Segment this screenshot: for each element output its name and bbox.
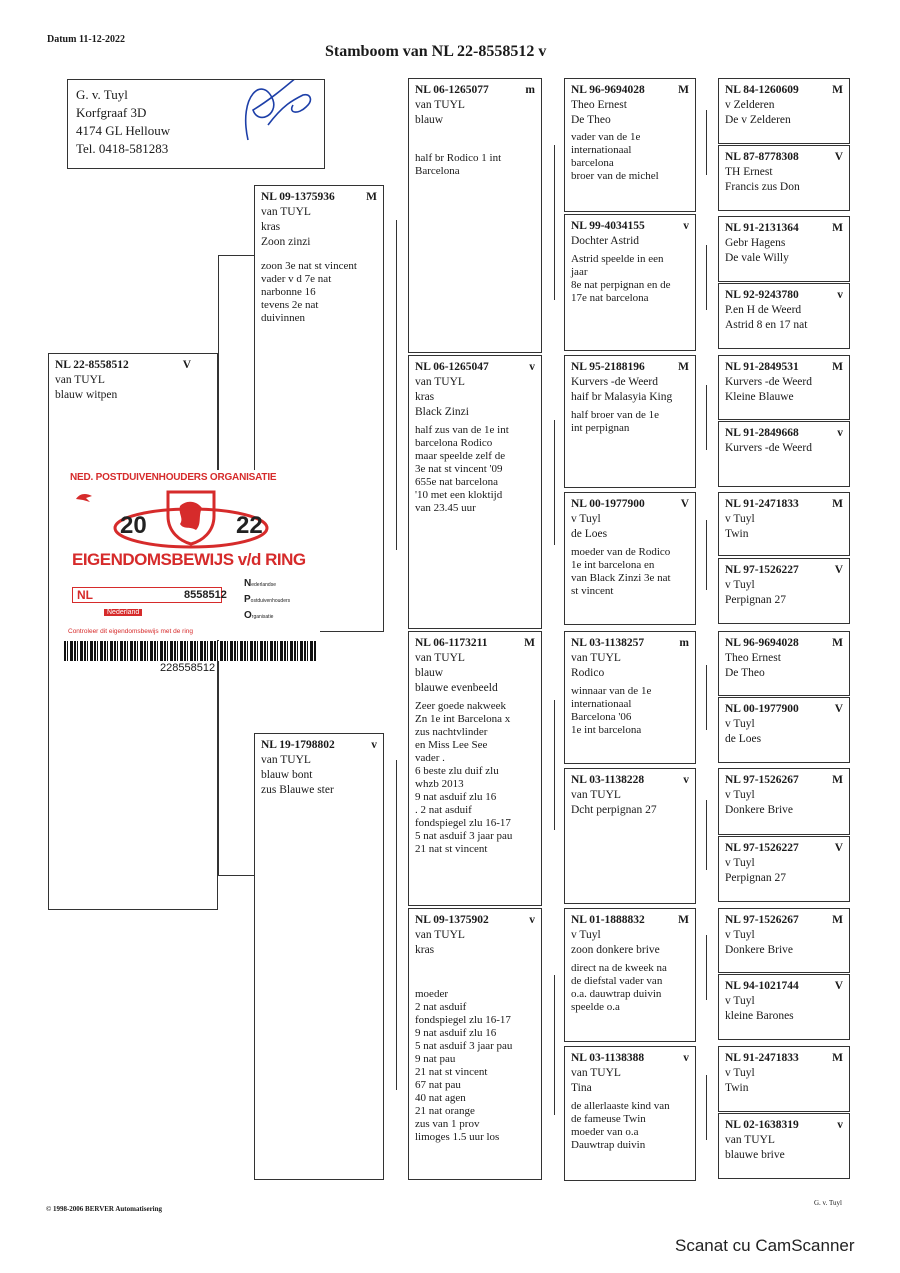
sex-badge: V <box>834 842 843 854</box>
ring-number: NL 97-1526227 <box>725 564 799 576</box>
note-line: jaar <box>571 266 588 278</box>
owner-phone: Tel. 0418-581283 <box>76 141 169 156</box>
pigeon-card-gen3 <box>408 355 542 629</box>
note-line: 21 nat orange <box>415 1105 475 1117</box>
pigeon-line: de Loes <box>571 528 608 540</box>
ring-number: NL 01-1888832 <box>571 914 645 926</box>
sex-badge: M <box>366 191 377 203</box>
sex-badge: V <box>680 498 689 510</box>
note-line: 9 nat pau <box>415 1053 456 1065</box>
pigeon-line: blauw <box>415 114 444 126</box>
note-line: internationaal <box>571 144 632 156</box>
scanner-watermark: Scanat cu CamScanner <box>675 1236 855 1255</box>
ring-number: NL 84-1260609 <box>725 84 799 96</box>
connector <box>706 800 707 870</box>
note-line: moeder van de Rodico <box>571 546 671 558</box>
note-line: half zus van de 1e int <box>415 424 509 436</box>
pigeon-line: v Tuyl <box>725 513 755 525</box>
pigeon-line: v Tuyl <box>725 857 755 869</box>
ring-year-right: 22 <box>236 512 263 539</box>
note-line: half br Rodico 1 int <box>415 152 502 164</box>
owner-box <box>67 79 325 169</box>
connector <box>396 760 397 1090</box>
connector <box>706 110 707 175</box>
note-line: direct na de kweek na <box>571 962 667 974</box>
ring-number: NL 09-1375902 <box>415 914 489 926</box>
note-line: o.a. dauwtrap duivin <box>571 988 662 1000</box>
barcode <box>64 641 316 661</box>
note-line: winnaar van de 1e <box>571 685 652 697</box>
sex-badge: M <box>832 361 843 373</box>
sex-badge: M <box>832 774 843 786</box>
note-line: 40 nat agen <box>415 1092 466 1104</box>
sex-badge: v <box>529 361 535 373</box>
pigeon-line: van TUYL <box>571 652 621 664</box>
pigeon-line: Theo Ernest <box>725 652 781 664</box>
pigeon-line: zus Blauwe ster <box>261 784 334 796</box>
note-line: 1e int barcelona <box>571 724 642 736</box>
pigeon-line: v Zelderen <box>725 99 775 111</box>
note-line: 6 beste zlu duif zlu <box>415 765 499 777</box>
pigeon-card-gen4 <box>564 1046 696 1181</box>
pigeon-line: zoon donkere brive <box>571 944 660 956</box>
note-line: zoon 3e nat st vincent <box>261 260 357 272</box>
pigeon-line: van TUYL <box>571 789 621 801</box>
pigeon-line: De vale Willy <box>725 252 789 264</box>
pigeon-card-gen4 <box>564 214 696 351</box>
ring-number: NL 02-1638319 <box>725 1119 799 1131</box>
pigeon-line: blauw witpen <box>55 389 118 401</box>
page-title: Stamboom van NL 22-8558512 v <box>325 43 547 60</box>
pigeon-line: Dochter Astrid <box>571 235 640 247</box>
ring-nl-field: NL <box>72 587 222 603</box>
connector <box>706 665 707 730</box>
pigeon-card-gen5 <box>718 421 850 487</box>
signature-icon <box>218 79 325 165</box>
pigeon-line: Theo Ernest <box>571 99 627 111</box>
ring-number: NL 19-1798802 <box>261 739 335 751</box>
note-line: vader van de 1e <box>571 131 641 143</box>
note-line: zus nachtvlinder <box>415 726 488 738</box>
pigeon-card-gen5 <box>718 697 850 763</box>
sex-badge: M <box>678 84 689 96</box>
pigeon-line: Black Zinzi <box>415 406 469 418</box>
note-line: duivinnen <box>261 312 305 324</box>
note-line: tevens 2e nat <box>261 299 319 311</box>
connector <box>218 255 254 256</box>
pigeon-line: v Tuyl <box>725 929 755 941</box>
note-line: Zn 1e int Barcelona x <box>415 713 511 725</box>
note-line: en Miss Lee See <box>415 739 488 751</box>
date-label: Datum 11-12-2022 <box>47 34 126 45</box>
note-line: 9 nat asduif zlu 16 <box>415 791 497 803</box>
owner-city: 4174 GL Hellouw <box>76 123 171 138</box>
note-line: 655e nat barcelona <box>415 476 499 488</box>
pigeon-card-gen4 <box>564 768 696 904</box>
pigeon-icon <box>74 490 94 504</box>
connector <box>706 1075 707 1140</box>
ring-number: NL 96-9694028 <box>725 637 799 649</box>
ring-number: NL 91-2849668 <box>725 427 799 439</box>
pigeon-line: van TUYL <box>571 1067 621 1079</box>
sex-badge: v <box>529 914 535 926</box>
pigeon-line: van TUYL <box>261 206 311 218</box>
connector <box>706 520 707 590</box>
connector <box>706 245 707 310</box>
pigeon-line: Kurvers -de Weerd <box>725 442 812 454</box>
pigeon-line: Tina <box>571 1082 592 1094</box>
sex-badge: v <box>683 220 689 232</box>
pigeon-line: Perpignan 27 <box>725 594 787 606</box>
pigeon-card-gen5 <box>718 78 850 144</box>
pigeon-line: v Tuyl <box>725 1067 755 1079</box>
ring-letter-o: Organisatie <box>244 610 274 621</box>
pigeon-line: Kleine Blauwe <box>725 391 794 403</box>
pigeon-card-gen5 <box>718 908 850 973</box>
note-line: 5 nat asduif 3 jaar pau <box>415 830 513 842</box>
note-line: half broer van de 1e <box>571 409 659 421</box>
ring-number: NL 00-1977900 <box>725 703 799 715</box>
note-line: whzb 2013 <box>415 778 464 790</box>
pigeon-line: De Theo <box>725 667 765 679</box>
pigeon-line: Gebr Hagens <box>725 237 786 249</box>
ring-number: NL 06-1265077 <box>415 84 489 96</box>
note-line: vader . <box>415 752 445 764</box>
ring-number: NL 06-1265047 <box>415 361 489 373</box>
ring-number: NL 09-1375936 <box>261 191 335 203</box>
sex-badge: V <box>834 980 843 992</box>
sex-badge: M <box>832 222 843 234</box>
ring-country: Nederland <box>104 609 142 616</box>
pigeon-line: Twin <box>725 528 749 540</box>
pigeon-line: v Tuyl <box>725 579 755 591</box>
pigeon-line: Zoon zinzi <box>261 236 311 248</box>
note-line: 21 nat st vincent <box>415 1066 488 1078</box>
pigeon-line: kras <box>415 944 435 956</box>
ring-number: NL 91-2131364 <box>725 222 799 234</box>
note-line: moeder <box>415 988 448 1000</box>
pigeon-line: van TUYL <box>261 754 311 766</box>
pigeon-card-gen4 <box>564 492 696 625</box>
ring-number: NL 95-2188196 <box>571 361 645 373</box>
sex-badge: m <box>679 637 689 649</box>
note-line: barcelona <box>571 157 614 169</box>
sex-badge: M <box>832 914 843 926</box>
ring-number: NL 03-1138388 <box>571 1052 645 1064</box>
pigeon-card-gen5 <box>718 355 850 420</box>
ring-number: NL 92-9243780 <box>725 289 799 301</box>
sex-badge: V <box>834 703 843 715</box>
connector <box>218 875 254 876</box>
ring-letter-n: Nederlandse <box>244 578 276 589</box>
pigeon-line: van TUYL <box>55 374 105 386</box>
sex-badge: M <box>832 1052 843 1064</box>
note-line: 8e nat perpignan en de <box>571 279 671 291</box>
pigeon-card-gen3 <box>408 78 542 353</box>
ring-control-note: Controleer dit eigendomsbewijs met de ring <box>68 628 194 635</box>
note-line: int perpignan <box>571 422 630 434</box>
pigeon-card-gen5 <box>718 836 850 902</box>
pigeon-line: van TUYL <box>415 99 465 111</box>
note-line: 3e nat st vincent '09 <box>415 463 503 475</box>
sex-badge: V <box>834 564 843 576</box>
pigeon-line: de Loes <box>725 733 762 745</box>
ring-number: NL 87-8778308 <box>725 151 799 163</box>
pigeon-card-gen4 <box>564 355 696 488</box>
note-line: vader v d 7e nat <box>261 273 332 285</box>
pigeon-line: De Theo <box>571 114 611 126</box>
sex-badge: m <box>525 84 535 96</box>
note-line: van 23.45 uur <box>415 502 476 514</box>
pigeon-line: Dcht perpignan 27 <box>571 804 657 816</box>
note-line: 1e int barcelona en <box>571 559 655 571</box>
note-line: internationaal <box>571 698 632 710</box>
pigeon-card-gen4 <box>564 631 696 764</box>
connector <box>554 145 555 300</box>
sex-badge: V <box>834 151 843 163</box>
ring-number: NL 03-1138257 <box>571 637 645 649</box>
pigeon-line: P.en H de Weerd <box>725 304 802 316</box>
note-line: 5 nat asduif 3 jaar pau <box>415 1040 513 1052</box>
sex-badge: v <box>837 427 843 439</box>
pigeon-card-gen5 <box>718 492 850 556</box>
sex-badge: v <box>837 1119 843 1131</box>
note-line: Astrid speelde in een <box>571 253 664 265</box>
pigeon-line: van TUYL <box>415 929 465 941</box>
pigeon-line: Perpignan 27 <box>725 872 787 884</box>
ring-number: NL 94-1021744 <box>725 980 799 992</box>
connector <box>554 700 555 830</box>
note-line: limoges 1.5 uur los <box>415 1131 500 1143</box>
pigeon-line: Donkere Brive <box>725 944 794 956</box>
pigeon-card-gen5 <box>718 283 850 349</box>
sex-badge: v <box>683 774 689 786</box>
ring-number: NL 91-2849531 <box>725 361 799 373</box>
note-line: fondspiegel zlu 16-17 <box>415 1014 511 1026</box>
pigeon-line: van TUYL <box>415 376 465 388</box>
pigeon-card-gen5 <box>718 1113 850 1179</box>
sex-badge: M <box>832 637 843 649</box>
ring-certificate <box>64 470 320 640</box>
note-line: 2 nat asduif <box>415 1001 467 1013</box>
pigeon-card-gen3 <box>408 631 542 906</box>
pigeon-card-gen5 <box>718 768 850 835</box>
pigeon-card-gen2-dam <box>254 733 384 1180</box>
note-line: 17e nat barcelona <box>571 292 649 304</box>
ring-number: NL 97-1526227 <box>725 842 799 854</box>
note-line: 21 nat st vincent <box>415 843 488 855</box>
sex-badge: M <box>832 84 843 96</box>
sex-badge: v <box>371 739 377 751</box>
pigeon-line: TH Ernest <box>725 166 773 178</box>
pigeon-line: De v Zelderen <box>725 114 791 126</box>
connector <box>706 385 707 450</box>
ring-number: NL 03-1138228 <box>571 774 645 786</box>
pigeon-card-gen5 <box>718 974 850 1040</box>
note-line: st vincent <box>571 585 614 597</box>
sex-badge: M <box>524 637 535 649</box>
pigeon-line: Francis zus Don <box>725 181 800 193</box>
ring-letter-p: Postduivenhouders <box>244 594 291 605</box>
note-line: 67 nat pau <box>415 1079 461 1091</box>
pigeon-line: Twin <box>725 1082 749 1094</box>
sex-badge: M <box>678 361 689 373</box>
pigeon-line: van TUYL <box>725 1134 775 1146</box>
note-line: moeder van o.a <box>571 1126 639 1138</box>
ring-year-left: 20 <box>120 512 147 539</box>
pigeon-line: Rodico <box>571 667 605 679</box>
footer-copyright: © 1998-2006 BERVER Automatisering <box>46 1205 163 1213</box>
pigeon-line: v Tuyl <box>571 929 601 941</box>
ring-number: NL 00-1977900 <box>571 498 645 510</box>
pigeon-line: haif br Malasyia King <box>571 391 673 403</box>
pigeon-card-gen5 <box>718 145 850 211</box>
pigeon-line: Donkere Brive <box>725 804 794 816</box>
note-line: Zeer goede nakweek <box>415 700 507 712</box>
pigeon-line: van TUYL <box>415 652 465 664</box>
ring-number: NL 06-1173211 <box>415 637 488 649</box>
note-line: Dauwtrap duivin <box>571 1139 646 1151</box>
pigeon-line: kleine Barones <box>725 1010 794 1022</box>
ring-number: NL 96-9694028 <box>571 84 645 96</box>
pigeon-card-gen5 <box>718 1046 850 1112</box>
owner-street: Korfgraaf 3D <box>76 105 147 120</box>
pigeon-card-gen5 <box>718 558 850 624</box>
note-line: de diefstal vader van <box>571 975 663 987</box>
ring-number: NL 97-1526267 <box>725 774 799 786</box>
ring-number: NL 91-2471833 <box>725 498 799 510</box>
sex-badge: v <box>683 1052 689 1064</box>
sex-badge: V <box>182 359 191 371</box>
pigeon-card-gen4 <box>564 908 696 1042</box>
pigeon-card-gen5 <box>718 216 850 282</box>
ring-number-field: 8558512 <box>184 589 227 601</box>
ring-number: NL 22-8558512 <box>55 359 129 371</box>
note-line: 9 nat asduif zlu 16 <box>415 1027 497 1039</box>
owner-name: G. v. Tuyl <box>76 87 128 102</box>
note-line: de fameuse Twin <box>571 1113 646 1125</box>
note-line: broer van de michel <box>571 170 659 182</box>
note-line: van Black Zinzi 3e nat <box>571 572 671 584</box>
pigeon-line: v Tuyl <box>571 513 601 525</box>
pigeon-line: v Tuyl <box>725 995 755 1007</box>
connector <box>706 935 707 1000</box>
pigeon-line: Kurvers -de Weerd <box>571 376 658 388</box>
sex-badge: M <box>678 914 689 926</box>
pigeon-line: kras <box>415 391 435 403</box>
note-line: narbonne 16 <box>261 286 316 298</box>
pigeon-card-gen4 <box>564 78 696 212</box>
ring-title: EIGENDOMSBEWIJS v/d RING <box>72 550 306 569</box>
pigeon-line: blauw <box>415 667 444 679</box>
note-line: maar speelde zelf de <box>415 450 506 462</box>
barcode-number: 228558512 <box>160 662 216 674</box>
ring-number: NL 91-2471833 <box>725 1052 799 1064</box>
ring-org: NED. POSTDUIVENHOUDERS ORGANISATIE <box>70 472 277 483</box>
note-line: zus van 1 prov <box>415 1118 480 1130</box>
connector <box>554 975 555 1115</box>
note-line: barcelona Rodico <box>415 437 493 449</box>
sex-badge: v <box>837 289 843 301</box>
note-line: Barcelona '06 <box>571 711 632 723</box>
ring-number: NL 97-1526267 <box>725 914 799 926</box>
pigeon-line: Kurvers -de Weerd <box>725 376 812 388</box>
note-line: '10 met een kloktijd <box>415 489 503 501</box>
pigeon-line: v Tuyl <box>725 789 755 801</box>
pigeon-line: kras <box>261 221 281 233</box>
note-line: Barcelona <box>415 165 460 177</box>
footer-owner: G. v. Tuyl <box>814 1199 842 1207</box>
note-line: . 2 nat asduif <box>415 804 472 816</box>
pigeon-line: Astrid 8 en 17 nat <box>725 319 808 331</box>
pigeon-card-gen3 <box>408 908 542 1180</box>
pigeon-card-gen5 <box>718 631 850 696</box>
pigeon-line: v Tuyl <box>725 718 755 730</box>
pigeon-line: blauwe brive <box>725 1149 785 1161</box>
connector <box>554 420 555 545</box>
pigeon-line: blauwe evenbeeld <box>415 682 498 694</box>
ring-number: NL 99-4034155 <box>571 220 645 232</box>
note-line: fondspiegel zlu 16-17 <box>415 817 511 829</box>
note-line: speelde o.a <box>571 1001 620 1013</box>
sex-badge: M <box>832 498 843 510</box>
pigeon-line: blauw bont <box>261 769 313 781</box>
note-line: de allerlaaste kind van <box>571 1100 670 1112</box>
connector <box>396 220 397 550</box>
